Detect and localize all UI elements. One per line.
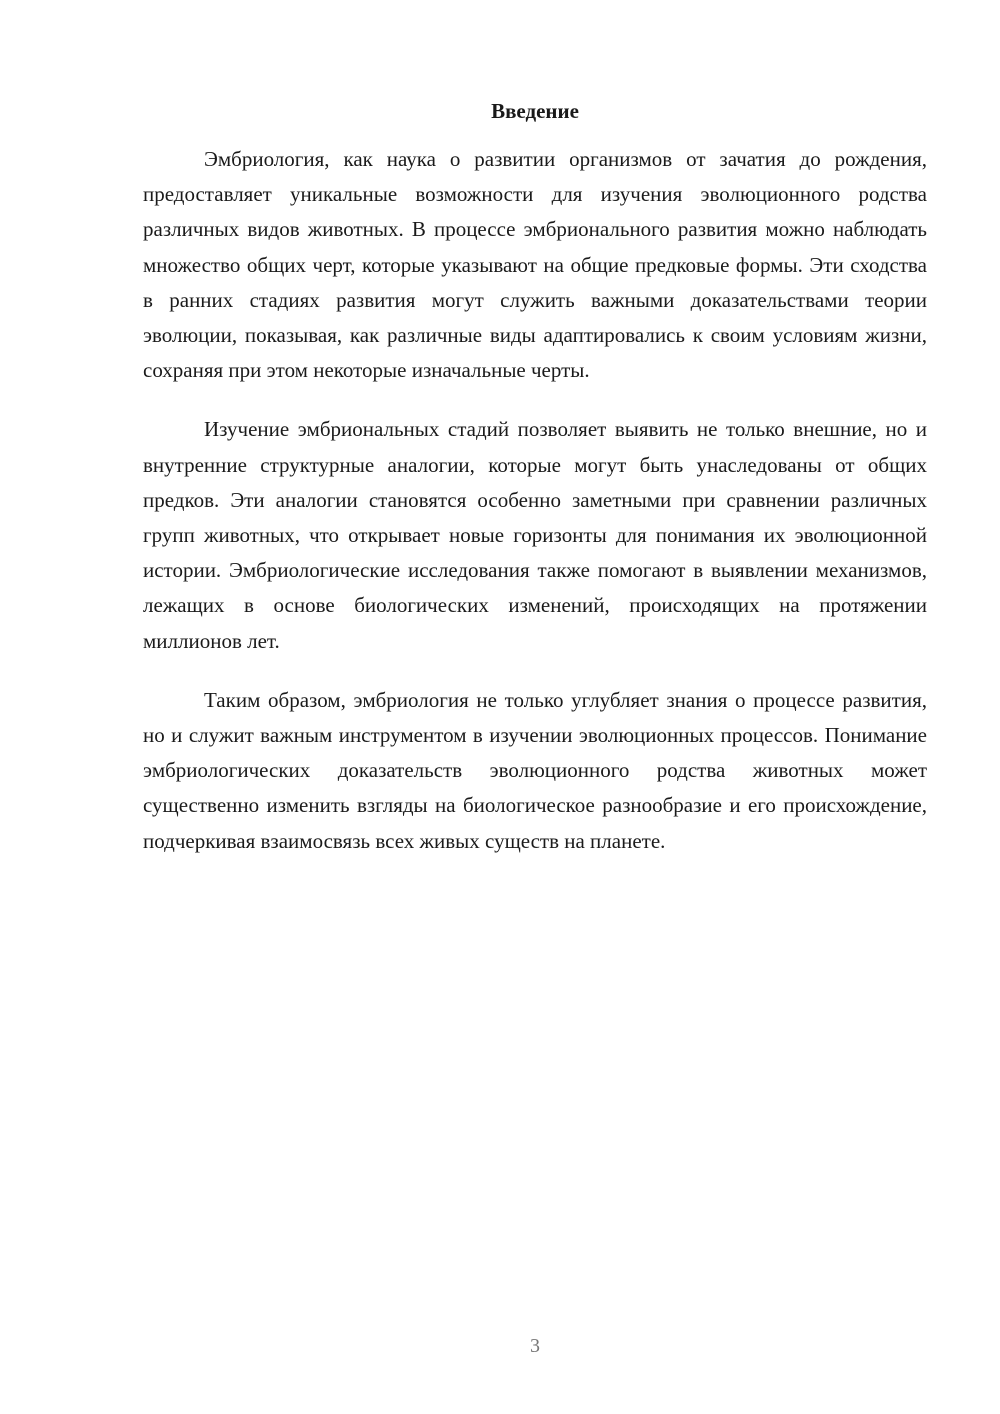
body-text [143, 142, 927, 883]
paragraph-3: Таким образом, эмбриология не только углубляет знания о процессе развития, но и служит важным инструментом в изучении эволюционных процессов. Понимание эмбриологических доказательств эволюционного родства животных может существенно изменить взгляды на биологическое разнообразие и его происхождение, подчеркивая взаимосвязь всех живых существ на планете. [143, 687, 927, 853]
page-number: 3 [530, 1335, 540, 1357]
paragraph-2: Изучение эмбриональных стадий позволяет выявить не только внешние, но и внутренние структурные аналогии, которые могут быть унаследованы от общих предков. Эти аналогии становятся особенно заметными при сравнении различных групп животных, что открывает новые горизонты для понимания их эволюционной истории. Эмбриологические исследования также помогают в выявлении механизмов, лежащих в основе биологических изменений, происходящих на протяжении миллионов лет. [143, 417, 927, 653]
paragraph-1: Эмбриология, как наука о развитии организмов от зачатия до рождения, предоставляет уникальные возможности для изучения эволюционного родства различных видов животных. В процессе эмбрионального развития можно наблюдать множество общих черт, которые указывают на общие предковые формы. Эти сходства в ранних стадиях развития могут служить важными доказательствами теории эволюции, показывая, как различные виды адаптировались к своим условиям жизни, сохраняя при этом некоторые изначальные черты. [143, 147, 927, 383]
section-heading: Введение [491, 99, 579, 123]
